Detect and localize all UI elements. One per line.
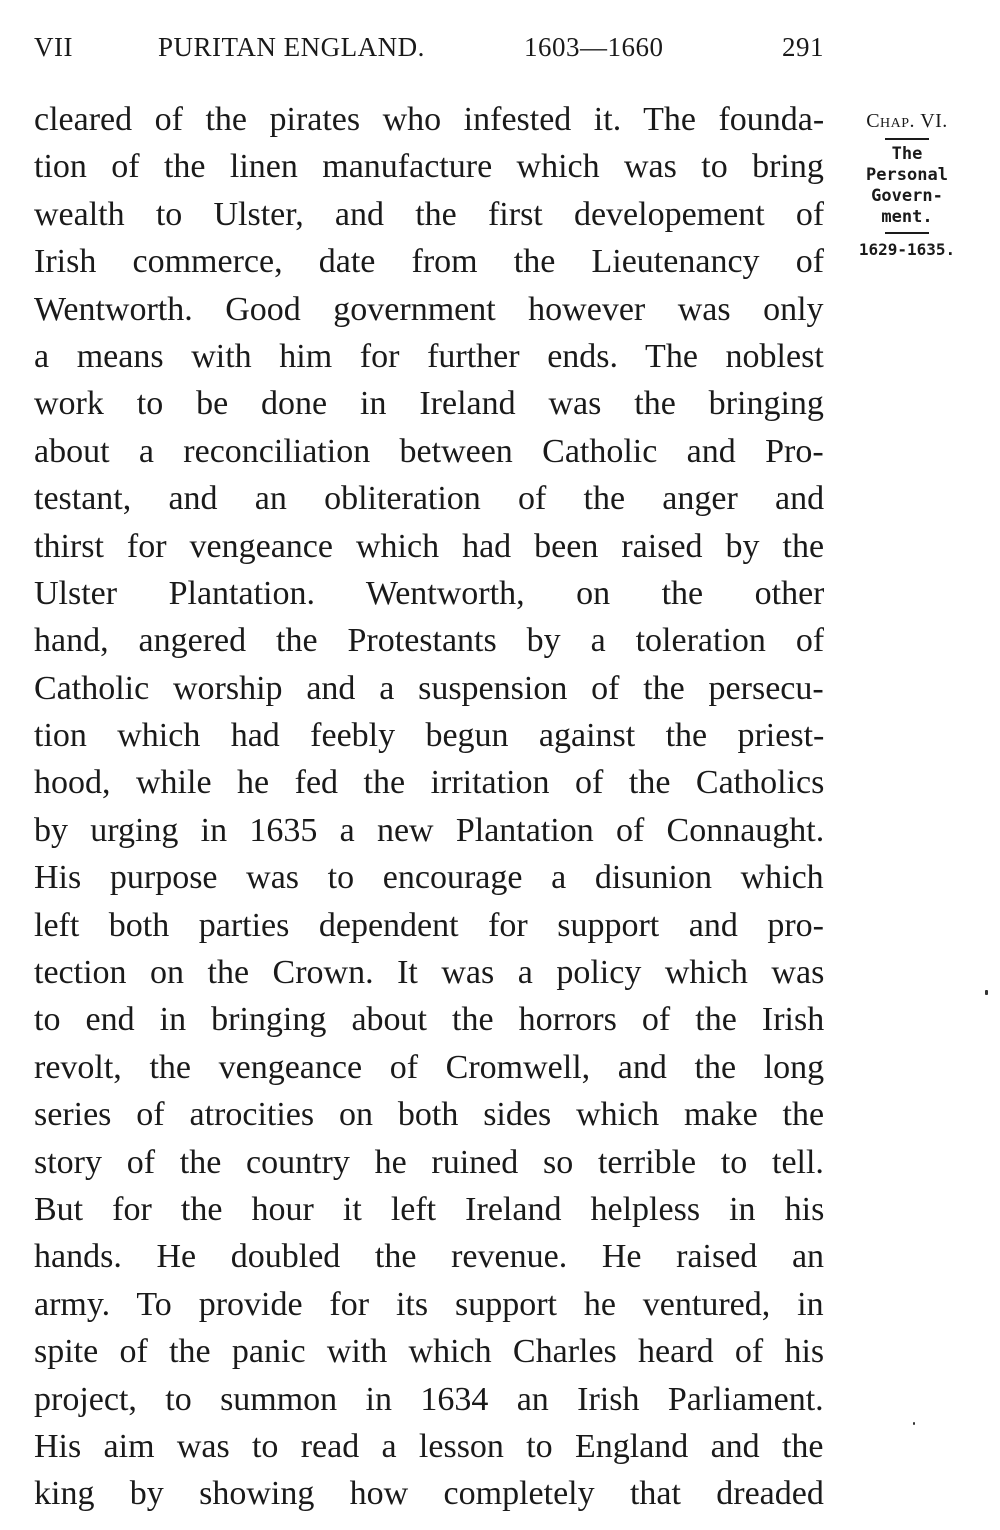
text-line: tion of the linen manufacture which was to bring [34,148,824,186]
margin-note-dates: 1629-1635. [858,240,956,259]
margin-note [842,108,972,262]
page-speck [913,1422,915,1425]
text-line: But for the hour it left Ireland helpless in his [34,1190,824,1228]
text-line: a means with him for further ends. The noblest [34,337,824,375]
text-line: work to be done in Ireland was the bringing [34,385,824,423]
body-text [34,96,824,1518]
text-line: left both parties dependent for support and pro- [34,906,824,944]
text-line: about a reconciliation between Catholic and Pro- [34,432,824,470]
header-date-range: 1603—1660 [524,32,664,62]
text-line: project, to summon in 1634 an Irish Parliament. [34,1380,824,1418]
text-line: army. To provide for its support he ventured, in [34,1285,824,1323]
margin-note-topic-line: ment. [881,207,933,227]
running-header [34,32,824,64]
text-line: series of atrocities on both sides which make the [34,1096,824,1134]
margin-note-rule-bottom [885,232,929,234]
text-line: tection on the Crown. It was a policy which was [34,954,824,992]
text-line: His purpose was to encourage a disunion which [34,859,824,897]
text-line: testant, and an obliteration of the anger and [34,480,824,518]
header-chapter-number: VII [34,32,73,62]
text-line: Catholic worship and a suspension of the persecu- [34,669,824,707]
text-line: thirst for vengeance which had been raised by the [34,527,824,565]
text-line: His aim was to read a lesson to England and the [34,1427,824,1465]
text-line: hand, angered the Protestants by a toleration of [34,622,824,660]
text-line: Ulster Plantation. Wentworth, on the other [34,574,824,612]
margin-note-topic-line: Personal [866,165,948,185]
text-line: spite of the panic with which Charles heard of his [34,1333,824,1371]
text-line: tion which had feebly begun against the priest- [34,717,824,755]
page-speck [985,990,988,995]
text-line: king by showing how completely that dreaded [34,1475,824,1513]
text-line: Irish commerce, date from the Lieutenancy of [34,243,824,281]
text-line: revolt, the vengeance of Cromwell, and the long [34,1048,824,1086]
text-line: cleared of the pirates who infested it. The founda- [34,101,824,138]
margin-note-topic-line: The [891,144,923,164]
text-line: hood, while he fed the irritation of the Catholics [34,764,824,802]
text-line: wealth to Ulster, and the first developement of [34,195,824,233]
text-line: Wentworth. Good government however was only [34,290,824,328]
text-line: to end in bringing about the horrors of the Irish [34,1001,824,1039]
margin-note-chapter: Chap. VI. [866,110,948,132]
margin-note-topic-line: Govern- [871,186,943,206]
text-line: story of the country he ruined so terrible to tell. [34,1143,824,1181]
text-line: hands. He doubled the revenue. He raised an [34,1238,824,1276]
margin-note-topic [842,144,972,228]
text-line: by urging in 1635 a new Plantation of Connaught. [34,811,824,849]
page-number: 291 [782,32,824,62]
header-book-title: PURITAN ENGLAND. [158,32,425,62]
margin-note-rule-top [885,138,929,140]
